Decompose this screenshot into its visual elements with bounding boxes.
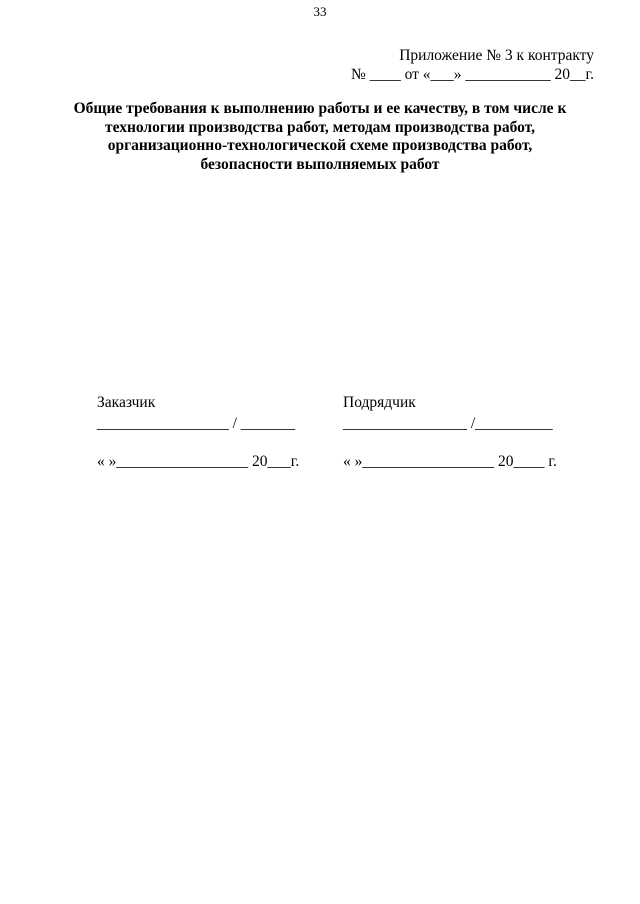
customer-role-label: Заказчик [97,394,156,411]
customer-signature-line: _________________ / _______ [97,415,296,432]
document-title-line-2: технологии производства работ, методам производства работ, [105,118,535,136]
document-title [60,100,580,174]
contractor-role-label: Подрядчик [343,394,416,411]
document-title-line-3: организационно-технологической схеме производства работ, [107,137,533,154]
contractor-signature-line: ________________ /__________ [343,415,553,432]
contract-reference-line: № ____ от «___» ___________ 20__г. [351,66,594,83]
page-number: 33 [313,4,327,19]
document-title-line-1: Общие требования к выполнению работы и ее качеству, в том числе к [73,100,567,117]
appendix-title: Приложение № 3 к контракту [399,47,594,64]
contractor-date-line: « »_________________ 20____ г. [343,453,557,470]
document-title-line-4: безопасности выполняемых работ [200,155,440,173]
customer-date-line: « »_________________ 20___г. [97,453,300,470]
appendix-header [351,46,594,84]
contractor-signature-block [343,393,557,471]
customer-signature-block [97,393,299,471]
